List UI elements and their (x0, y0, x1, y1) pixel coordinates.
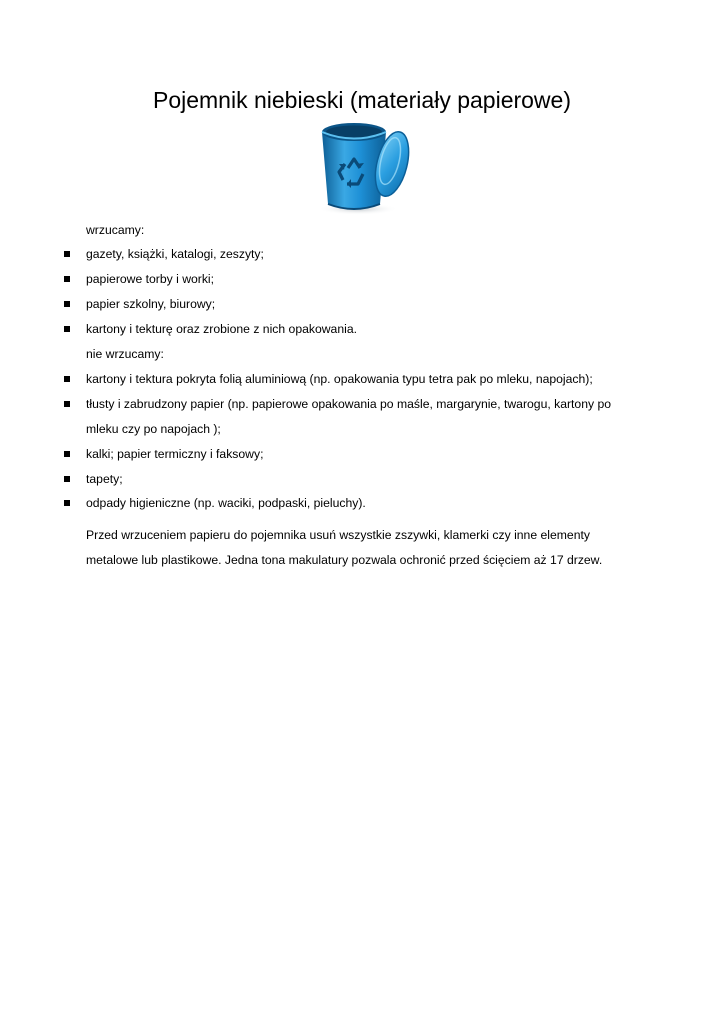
list-item: gazety, książki, katalogi, zeszyty; (86, 247, 264, 261)
list-item: papierowe torby i worki; (86, 272, 215, 286)
bullet-icon (64, 401, 70, 407)
throw-in-heading: wrzucamy: (86, 223, 145, 237)
list-item-continuation: mleku czy po napojach ); (86, 422, 221, 436)
note-line-2: metalowe lub plastikowe. Jedna tona makulatury pozwala ochronić przed ścięciem aż 17 drzew. (86, 553, 603, 567)
do-not-throw-heading: nie wrzucamy: (86, 347, 164, 361)
list-item: kartony i tektura pokryta folią aluminiową (np. opakowania typu tetra pak po mleku, napojach); (86, 372, 593, 386)
bullet-icon (64, 451, 70, 457)
list-item: tapety; (86, 472, 123, 486)
bullet-icon (64, 251, 70, 257)
list-item: kartony i tekturę oraz zrobione z nich opakowania. (86, 322, 357, 336)
list-item: odpady higieniczne (np. waciki, podpaski, pieluchy). (86, 496, 366, 510)
list-item: kalki; papier termiczny i faksowy; (86, 447, 264, 461)
bullet-icon (64, 500, 70, 506)
list-item: tłusty i zabrudzony papier (np. papierowe opakowania po maśle, margarynie, twarogu, kartony po (86, 397, 612, 411)
page-title: Pojemnik niebieski (materiały papierowe) (152, 87, 571, 113)
bullet-icon (64, 301, 70, 307)
bullet-icon (64, 476, 70, 482)
bullet-icon (64, 376, 70, 382)
note-line-1: Przed wrzuceniem papieru do pojemnika usuń wszystkie zszywki, klamerki czy inne elementy (86, 528, 590, 542)
recycling-bin-icon (314, 118, 414, 216)
bullet-icon (64, 276, 70, 282)
bullet-icon (64, 326, 70, 332)
list-item: papier szkolny, biurowy; (86, 297, 216, 311)
